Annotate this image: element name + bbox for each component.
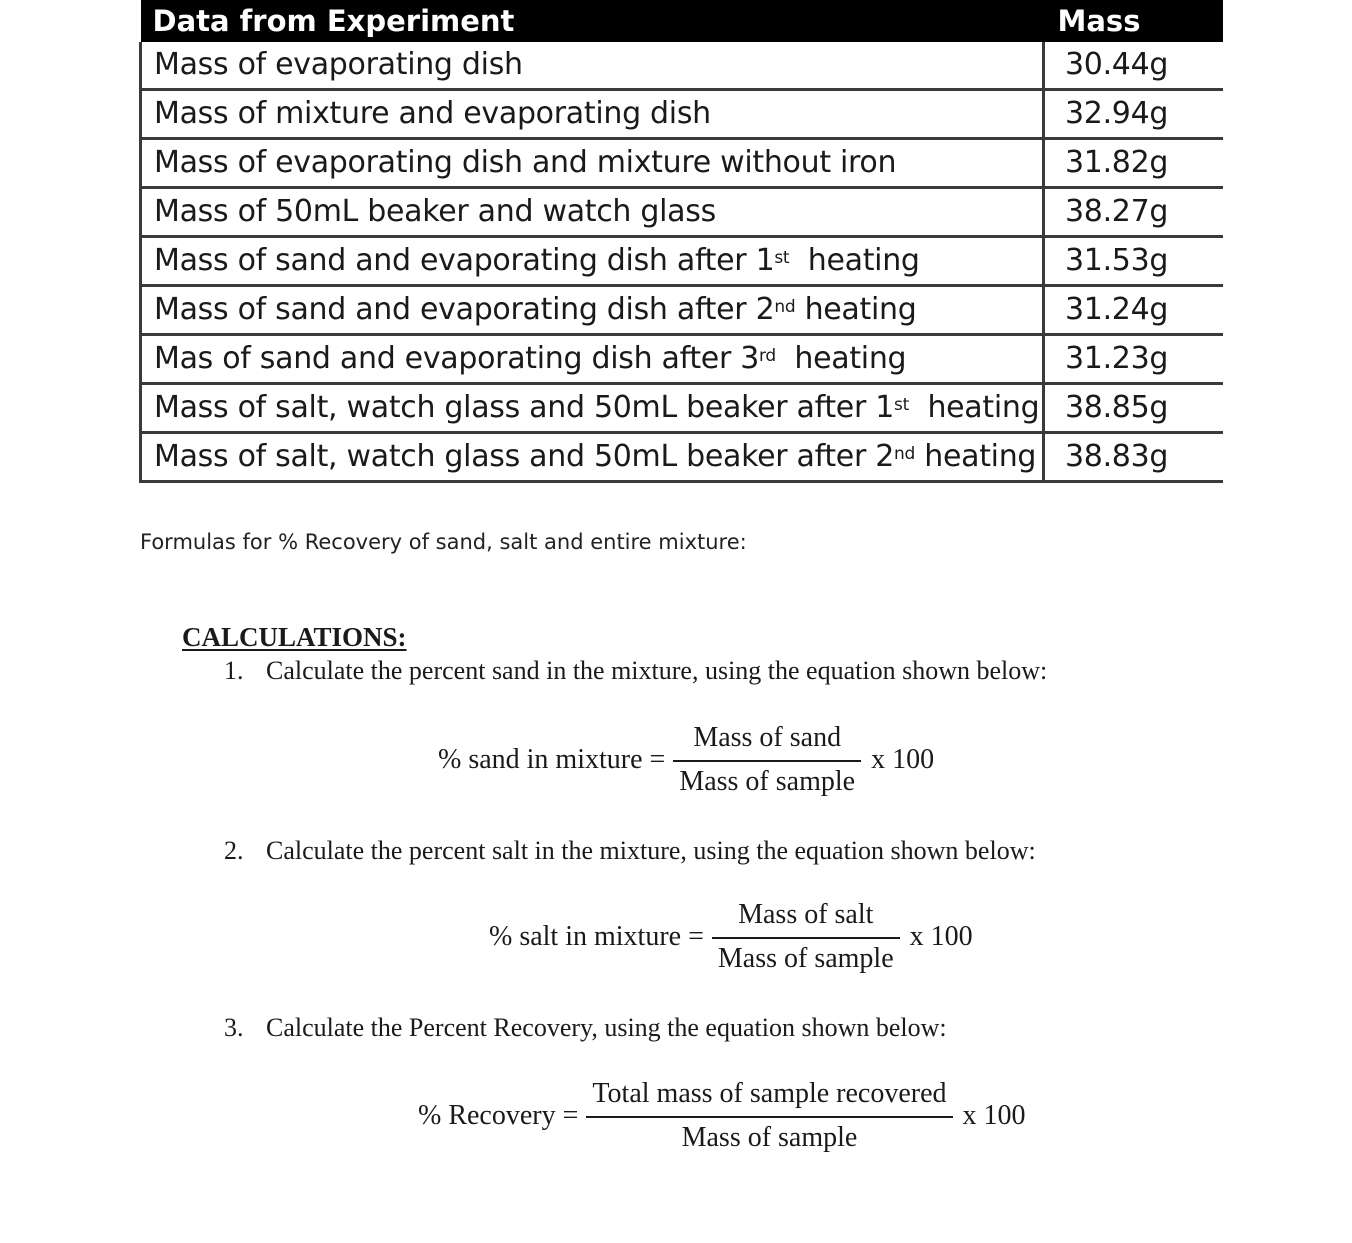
formulas-note: Formulas for % Recovery of sand, salt and entire mixture: bbox=[140, 530, 747, 554]
fraction-numerator: Mass of sand bbox=[693, 722, 842, 753]
equation-fraction bbox=[712, 899, 900, 975]
equation-multiplier: x 100 bbox=[962, 1100, 1026, 1131]
table-row bbox=[141, 384, 1223, 433]
row-mass: 38.85g bbox=[1044, 384, 1223, 433]
ordinal-suffix: nd bbox=[774, 297, 796, 317]
header-mass-label: Mass bbox=[1044, 0, 1223, 42]
table-row bbox=[141, 286, 1223, 335]
equation-lhs: % Recovery = bbox=[418, 1100, 579, 1131]
ordinal-suffix: st bbox=[894, 395, 909, 415]
row-mass: 32.94g bbox=[1044, 90, 1223, 139]
table-row bbox=[141, 335, 1223, 384]
fraction-numerator: Mass of salt bbox=[738, 899, 874, 930]
experiment-data-table bbox=[139, 0, 1223, 483]
fraction-denominator: Mass of sample bbox=[717, 943, 894, 974]
salt-percent-equation bbox=[489, 899, 973, 975]
equation-multiplier: x 100 bbox=[909, 921, 973, 952]
row-label: Mas of sand and evaporating dish after 3rd heating bbox=[141, 335, 1044, 384]
row-mass: 30.44g bbox=[1044, 42, 1223, 90]
row-label: Mass of 50mL beaker and watch glass bbox=[141, 188, 1044, 237]
step-number: 3. bbox=[224, 1013, 244, 1042]
row-label: Mass of salt, watch glass and 50mL beaker after 1st heating bbox=[141, 384, 1044, 433]
row-mass: 31.53g bbox=[1044, 237, 1223, 286]
table-header-row bbox=[141, 0, 1223, 42]
row-label: Mass of sand and evaporating dish after 2nd heating bbox=[141, 286, 1044, 335]
step-instruction: Calculate the percent salt in the mixture, using the equation shown below: bbox=[266, 836, 1036, 865]
equation-lhs: % salt in mixture = bbox=[489, 921, 704, 952]
row-mass: 31.82g bbox=[1044, 139, 1223, 188]
row-mass: 31.24g bbox=[1044, 286, 1223, 335]
equation-lhs: % sand in mixture = bbox=[438, 744, 666, 775]
row-label: Mass of evaporating dish bbox=[141, 42, 1044, 90]
ordinal-suffix: nd bbox=[894, 444, 915, 464]
fraction-denominator: Mass of sample bbox=[679, 766, 856, 797]
ordinal-suffix: rd bbox=[759, 346, 776, 366]
step-instruction: Calculate the percent sand in the mixture, using the equation shown below: bbox=[266, 656, 1048, 685]
fraction-denominator: Mass of sample bbox=[681, 1122, 858, 1153]
equation-fraction bbox=[673, 722, 861, 798]
recovery-percent-equation bbox=[418, 1078, 1026, 1154]
row-label: Mass of sand and evaporating dish after 1st heating bbox=[141, 237, 1044, 286]
row-label: Mass of evaporating dish and mixture without iron bbox=[141, 139, 1044, 188]
fraction-numerator: Total mass of sample recovered bbox=[592, 1078, 947, 1109]
equation-fraction bbox=[586, 1078, 952, 1154]
table-row bbox=[141, 237, 1223, 286]
step-number: 1. bbox=[224, 656, 244, 685]
row-label: Mass of salt, watch glass and 50mL beaker after 2nd heating bbox=[141, 433, 1044, 482]
header-data-label: Data from Experiment bbox=[141, 0, 1044, 42]
calculations-heading: CALCULATIONS: bbox=[182, 622, 407, 652]
ordinal-suffix: st bbox=[774, 248, 790, 268]
equation-multiplier: x 100 bbox=[871, 744, 935, 775]
step-instruction: Calculate the Percent Recovery, using the equation shown below: bbox=[266, 1013, 947, 1042]
row-mass: 31.23g bbox=[1044, 335, 1223, 384]
table-row bbox=[141, 139, 1223, 188]
table-row bbox=[141, 188, 1223, 237]
table-row bbox=[141, 433, 1223, 482]
row-mass: 38.27g bbox=[1044, 188, 1223, 237]
row-label: Mass of mixture and evaporating dish bbox=[141, 90, 1044, 139]
table-row bbox=[141, 90, 1223, 139]
row-mass: 38.83g bbox=[1044, 433, 1223, 482]
step-number: 2. bbox=[224, 836, 244, 865]
sand-percent-equation bbox=[438, 722, 934, 798]
table-row bbox=[141, 42, 1223, 90]
